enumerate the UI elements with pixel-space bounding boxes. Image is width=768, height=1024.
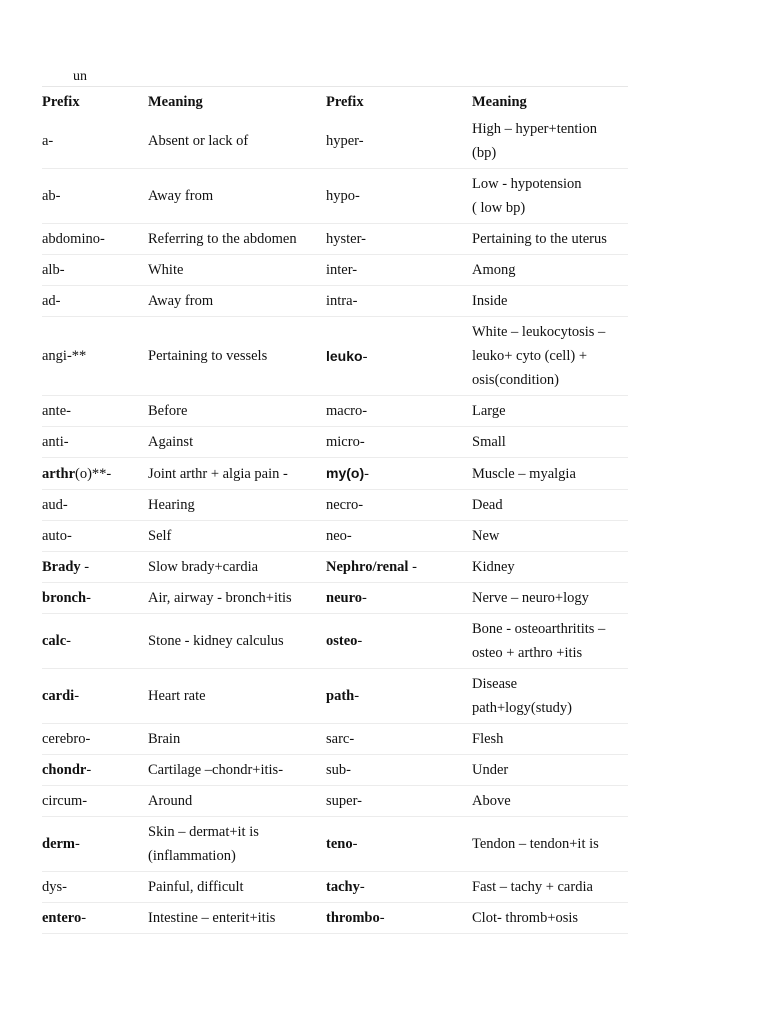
meaning-cell (472, 117, 628, 165)
cell-line: Cartilage –chondr+itis- (148, 762, 284, 778)
cell-line: Above (472, 793, 511, 809)
cell-line: Referring to the abdomen (148, 231, 297, 247)
cell-line: (bp) (472, 145, 497, 161)
prefix-cell: macro- (326, 403, 368, 419)
meaning-cell (148, 289, 326, 313)
prefix-cell (326, 875, 472, 899)
meaning-cell (148, 524, 326, 548)
prefix-rest-part: - (86, 762, 92, 778)
cell-line: Before (148, 403, 188, 419)
meaning-cell (148, 820, 326, 868)
table-row (42, 114, 628, 169)
cell-line: Painful, difficult (148, 879, 244, 895)
meaning-cell (148, 906, 326, 930)
prefix-cell (326, 461, 472, 486)
header-meaning-1: Meaning (148, 94, 203, 110)
prefix-rest-part: - (86, 590, 91, 606)
cell-line: Away from (148, 293, 214, 309)
cell-line: Against (148, 434, 194, 450)
prefix-cell: micro- (326, 434, 365, 450)
prefix-cell: hypo- (326, 188, 360, 204)
prefix-cell (42, 758, 148, 782)
prefix-rest-part: - (354, 688, 360, 704)
prefix-cell: ad- (42, 293, 61, 309)
meaning-cell (472, 727, 628, 751)
table-row (42, 552, 628, 583)
table-row (42, 458, 628, 490)
prefix-bold-part: Nephro/renal (326, 559, 409, 575)
prefix-cell: anti- (42, 434, 69, 450)
prefix-cell: angi-** (42, 348, 87, 364)
cell-line: Away from (148, 188, 214, 204)
table-row (42, 817, 628, 872)
prefix-bold-part: calc (42, 633, 67, 649)
meaning-cell (472, 758, 628, 782)
table-row (42, 724, 628, 755)
prefix-cell: aud- (42, 497, 68, 513)
prefix-rest-part: - (379, 910, 385, 926)
cell-line: Hearing (148, 497, 195, 513)
prefix-bold-part: thrombo (326, 910, 380, 926)
prefix-cell (42, 629, 148, 653)
cell-line: Stone - kidney calculus (148, 633, 284, 649)
prefix-bold-part: entero (42, 910, 82, 926)
cell-line: White (148, 262, 184, 278)
prefix-bold-part: tachy (326, 879, 360, 895)
prefix-cell: cerebro- (42, 731, 91, 747)
cell-line: leuko+ cyto (cell) + (472, 348, 587, 364)
prefix-cell: sub- (326, 762, 351, 778)
table-row (42, 317, 628, 396)
meaning-cell (472, 832, 628, 856)
cell-line: Clot- thromb+osis (472, 910, 579, 926)
meaning-cell (148, 430, 326, 454)
cell-line: Dead (472, 497, 503, 513)
prefix-cell: ab- (42, 188, 61, 204)
prefix-cell (42, 684, 148, 708)
meaning-cell (472, 399, 628, 423)
prefix-bold-part: neuro (326, 590, 362, 606)
cell-line: Among (472, 262, 516, 278)
prefix-cell: necro- (326, 497, 364, 513)
table-body (42, 114, 628, 934)
meaning-cell (472, 289, 628, 313)
prefix-cell: sarc- (326, 731, 355, 747)
cell-line: Disease (472, 676, 518, 692)
cell-line: osteo + arthro +itis (472, 645, 583, 661)
prefix-rest-part: - (364, 466, 369, 482)
meaning-cell (148, 555, 326, 579)
header-prefix-1: Prefix (42, 94, 80, 110)
prefix-bold-part: derm (42, 836, 76, 852)
meaning-cell (148, 258, 326, 282)
meaning-cell (472, 789, 628, 813)
meaning-cell (472, 227, 628, 251)
cell-line: Slow brady+cardia (148, 559, 259, 575)
meaning-cell (472, 906, 628, 930)
table-row (42, 255, 628, 286)
prefix-cell: dys- (42, 879, 67, 895)
prefix-cell: intra- (326, 293, 358, 309)
prefix-cell: auto- (42, 528, 72, 544)
table-row (42, 224, 628, 255)
cell-line: Inside (472, 293, 508, 309)
prefix-bold-part: bronch (42, 590, 87, 606)
cell-line: Nerve – neuro+logy (472, 590, 589, 606)
prefix-cell: a- (42, 133, 54, 149)
prefix-cell: circum- (42, 793, 88, 809)
prefix-rest-part: - (362, 590, 367, 606)
cell-line: Air, airway - bronch+itis (148, 590, 292, 606)
prefix-rest-part: - (357, 633, 363, 649)
cell-line: Under (472, 762, 509, 778)
prefix-cell (326, 832, 472, 856)
prefix-bold-part: cardi (42, 688, 75, 704)
table-row (42, 396, 628, 427)
table-row (42, 903, 628, 934)
prefix-rest-part: - (75, 836, 80, 852)
cell-line: (inflammation) (148, 848, 236, 864)
prefix-rest-part: - (81, 910, 87, 926)
cell-line: osis(condition) (472, 372, 559, 388)
table-row (42, 669, 628, 724)
cell-line: Large (472, 403, 506, 419)
prefix-cell (326, 629, 472, 653)
meaning-cell (472, 462, 628, 486)
cell-line: White – leukocytosis – (472, 324, 606, 340)
cell-line: Skin – dermat+it is (148, 824, 259, 840)
meaning-cell (472, 172, 628, 220)
meaning-cell (148, 727, 326, 751)
meaning-cell (148, 586, 326, 610)
meaning-cell (148, 462, 326, 486)
cell-line: ( low bp) (472, 200, 526, 216)
table-row (42, 755, 628, 786)
cell-line: path+logy(study) (472, 700, 572, 716)
table-row (42, 286, 628, 317)
prefix-cell: hyster- (326, 231, 366, 247)
prefix-bold-part: my(o) (326, 465, 365, 481)
table-row (42, 521, 628, 552)
meaning-cell (472, 555, 628, 579)
meaning-cell (148, 184, 326, 208)
meaning-cell (148, 344, 326, 368)
prefix-table (42, 86, 628, 934)
prefix-bold-part: leuko (326, 347, 363, 364)
meaning-cell (148, 758, 326, 782)
prefix-rest-part: - (80, 559, 90, 575)
cell-line: Small (472, 434, 506, 450)
table-row (42, 169, 628, 224)
cell-line: Bone - osteoarthritits – (472, 621, 606, 637)
cell-line: Self (148, 528, 172, 544)
table-row (42, 490, 628, 521)
meaning-cell (148, 129, 326, 153)
prefix-cell: super- (326, 793, 362, 809)
prefix-bold-part: Brady (42, 559, 81, 575)
meaning-cell (148, 875, 326, 899)
cell-line: Fast – tachy + cardia (472, 879, 593, 895)
prefix-cell: inter- (326, 262, 358, 278)
meaning-cell (148, 789, 326, 813)
header-prefix-2: Prefix (326, 94, 364, 110)
prefix-cell (326, 586, 472, 610)
prefix-rest-part: (o)**- (75, 465, 112, 482)
table-row (42, 583, 628, 614)
prefix-rest-part: - (352, 836, 358, 852)
cell-line: Around (148, 793, 193, 809)
meaning-cell (148, 227, 326, 251)
meaning-cell (148, 399, 326, 423)
cell-line: Pertaining to vessels (148, 348, 268, 364)
header-meaning-2: Meaning (472, 94, 527, 110)
prefix-cell (326, 906, 472, 930)
prefix-rest-part: - (74, 688, 80, 704)
cell-line: Joint arthr + algia pain - (148, 465, 288, 482)
meaning-cell (472, 493, 628, 517)
cell-line: Low - hypotension (472, 176, 582, 192)
table-row (42, 614, 628, 669)
prefix-cell: hyper- (326, 133, 364, 149)
prefix-cell (42, 832, 148, 856)
prefix-rest-part: - (362, 348, 368, 365)
cell-line: New (472, 528, 500, 544)
prefix-cell: abdomino- (42, 231, 105, 247)
prefix-cell: ante- (42, 403, 71, 419)
prefix-bold-part: chondr (42, 762, 87, 778)
prefix-rest-part: - (359, 879, 365, 895)
prefix-cell (42, 586, 148, 610)
table-header (42, 87, 628, 114)
cell-line: Tendon – tendon+it is (472, 836, 599, 852)
prefix-bold-part: osteo (326, 633, 358, 649)
cell-line: Muscle – myalgia (472, 465, 576, 482)
table-row (42, 872, 628, 903)
prefix-rest-part: - (408, 559, 417, 575)
meaning-cell (472, 524, 628, 548)
meaning-cell (472, 430, 628, 454)
meaning-cell (148, 684, 326, 708)
meaning-cell (472, 586, 628, 610)
meaning-cell (472, 672, 628, 720)
prefix-bold-part: arthr (42, 465, 76, 482)
prefix-cell: neo- (326, 528, 352, 544)
prefix-cell (326, 684, 472, 708)
table-row (42, 427, 628, 458)
prefix-bold-part: path (326, 688, 355, 704)
cell-line: High – hyper+tention (472, 121, 597, 137)
meaning-cell (472, 617, 628, 665)
cell-line: Pertaining to the uterus (472, 231, 607, 247)
cell-line: Flesh (472, 731, 504, 747)
meaning-cell (472, 258, 628, 282)
meaning-cell (472, 875, 628, 899)
prefix-rest-part: - (66, 633, 71, 649)
cell-line: Absent or lack of (148, 133, 249, 149)
prefix-bold-part: teno (326, 836, 353, 852)
cell-line: Brain (148, 731, 181, 747)
prefix-cell (42, 906, 148, 930)
prefix-cell (326, 555, 472, 579)
prefix-cell (42, 462, 148, 486)
prefix-cell: alb- (42, 262, 65, 278)
cell-line: Kidney (472, 559, 515, 575)
meaning-cell (148, 493, 326, 517)
cell-line: Intestine – enterit+itis (148, 910, 276, 926)
cell-line: Heart rate (148, 688, 206, 704)
meaning-cell (148, 629, 326, 653)
table-row (42, 786, 628, 817)
prefix-cell (326, 344, 472, 369)
prefix-cell (42, 555, 148, 579)
page-note: un (73, 69, 87, 84)
meaning-cell (472, 320, 628, 392)
